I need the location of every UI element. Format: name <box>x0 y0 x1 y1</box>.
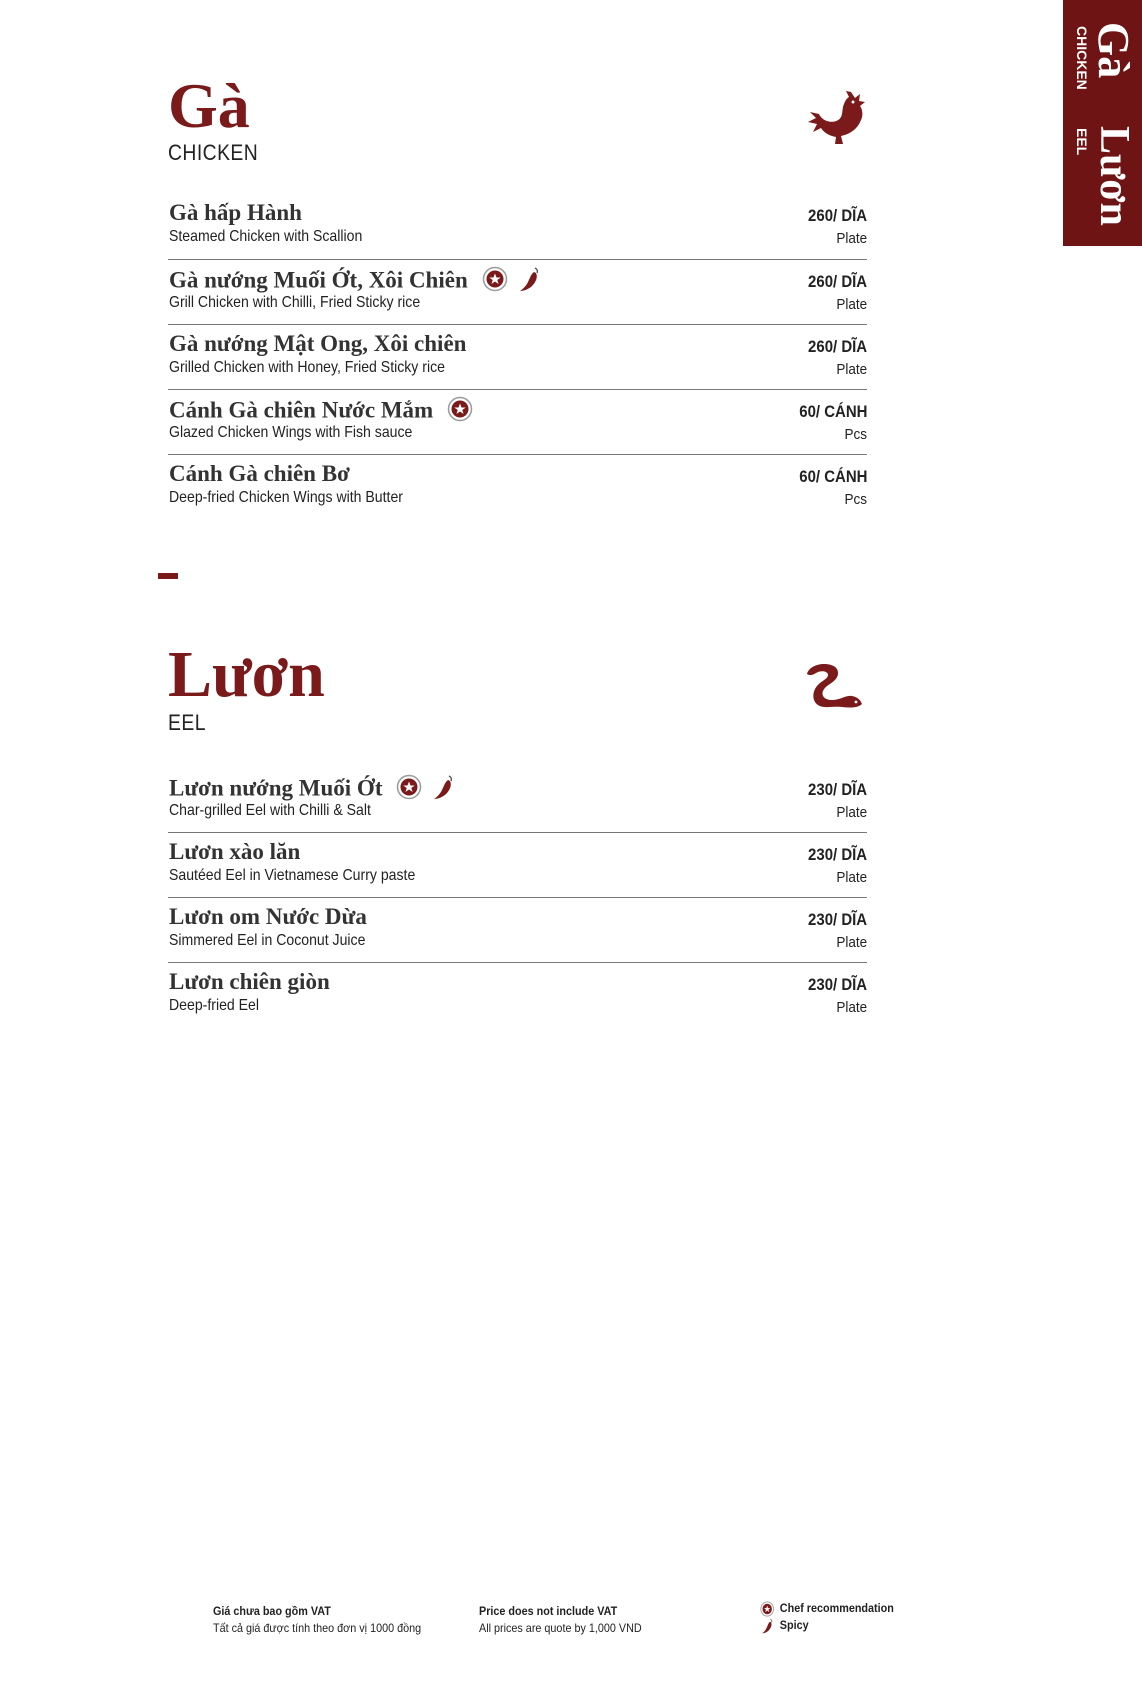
footer-legend <box>760 1600 894 1634</box>
item-description: Char-grilled Eel with Chilli & Salt <box>169 802 371 819</box>
item-price: 60/ CÁNH <box>798 467 867 486</box>
menu-item <box>168 768 867 833</box>
item-description: Deep-fried Chicken Wings with Butter <box>169 489 403 506</box>
tab-ga-label: Gà <box>1089 22 1138 79</box>
item-badges <box>482 266 544 298</box>
menu-item <box>168 455 867 519</box>
item-unit: Pcs <box>844 491 867 508</box>
chef-recommendation-icon <box>760 1601 774 1617</box>
item-price: 230/ DĨA <box>807 845 867 864</box>
section-title: Gà <box>168 70 250 141</box>
item-unit: Plate <box>836 934 867 951</box>
legend-chef-label: Chef recommendation <box>779 1601 894 1615</box>
footer-vat-english <box>479 1603 642 1637</box>
item-unit: Plate <box>836 230 867 247</box>
item-unit: Plate <box>836 361 867 378</box>
menu-item <box>168 898 867 963</box>
item-name: Lươn nướng Muối Ớt <box>169 774 458 806</box>
spicy-chili-icon <box>760 1618 774 1634</box>
menu-item <box>168 325 867 390</box>
menu-item <box>168 833 867 898</box>
item-description: Sautéed Eel in Vietnamese Curry paste <box>169 867 416 884</box>
item-description: Grilled Chicken with Honey, Fried Sticky rice <box>169 359 445 376</box>
spicy-chili-icon <box>518 266 540 298</box>
item-description: Simmered Eel in Coconut Juice <box>169 932 366 949</box>
rooster-icon <box>801 88 867 154</box>
item-name: Lươn om Nước Dừa <box>169 904 367 929</box>
item-name: Cánh Gà chiên Nước Mắm <box>169 396 477 428</box>
item-price: 260/ DĨA <box>807 206 867 225</box>
item-description: Glazed Chicken Wings with Fish sauce <box>169 424 413 441</box>
item-unit: Pcs <box>844 426 867 443</box>
item-unit: Plate <box>836 999 867 1016</box>
legend-spicy-label: Spicy <box>779 1618 809 1632</box>
item-description: Steamed Chicken with Scallion <box>169 228 363 245</box>
section-title: Lươn <box>168 638 325 711</box>
eel-section <box>168 638 867 1042</box>
item-description: Grill Chicken with Chilli, Fried Sticky rice <box>169 294 421 311</box>
item-price: 60/ CÁNH <box>798 402 867 421</box>
tab-chicken-label: CHICKEN <box>1074 26 1090 90</box>
section-subtitle: CHICKEN <box>168 140 259 165</box>
item-badges <box>447 396 477 428</box>
footer-vat-vietnamese <box>213 1603 421 1637</box>
item-name: Lươn xào lăn <box>169 839 301 864</box>
chef-recommendation-icon <box>396 774 422 806</box>
item-unit: Plate <box>836 296 867 313</box>
menu-item <box>168 390 867 455</box>
section-side-tab <box>1063 0 1142 246</box>
section-subtitle: EEL <box>168 710 206 735</box>
item-description: Deep-fried Eel <box>169 997 260 1014</box>
eel-icon <box>801 660 867 720</box>
chef-recommendation-icon <box>482 266 508 298</box>
item-price: 260/ DĨA <box>807 337 867 356</box>
legend-chef <box>760 1600 894 1617</box>
item-name: Lươn chiên giòn <box>169 969 330 994</box>
footer-text: Giá chưa bao gồm VAT <box>213 1604 331 1618</box>
footer-text: Price does not include VAT <box>479 1604 618 1618</box>
tab-eel-label: EEL <box>1074 128 1090 156</box>
item-name: Cánh Gà chiên Bơ <box>169 461 350 486</box>
item-price: 230/ DĨA <box>807 910 867 929</box>
eel-item-list <box>168 768 867 1027</box>
item-price: 260/ DĨA <box>807 272 867 291</box>
footer-text: Tất cả giá được tính theo đơn vị 1000 đồng <box>213 1621 422 1635</box>
item-badges <box>396 774 458 806</box>
legend-spicy <box>760 1617 894 1634</box>
item-name: Gà nướng Mật Ong, Xôi chiên <box>169 331 467 356</box>
menu-item <box>168 260 867 325</box>
item-name: Gà nướng Muối Ớt, Xôi Chiên <box>169 266 544 298</box>
section-divider <box>158 573 178 579</box>
item-unit: Plate <box>836 869 867 886</box>
menu-item <box>168 194 867 260</box>
chef-recommendation-icon <box>447 396 473 428</box>
footer-text: All prices are quote by 1,000 VND <box>479 1621 642 1635</box>
spicy-chili-icon <box>432 774 454 806</box>
item-name: Gà hấp Hành <box>169 200 302 225</box>
item-price: 230/ DĨA <box>807 975 867 994</box>
tab-luon-label: Lươn <box>1091 126 1137 226</box>
item-unit: Plate <box>836 804 867 821</box>
menu-item <box>168 963 867 1027</box>
chicken-section <box>168 70 867 514</box>
item-price: 230/ DĨA <box>807 780 867 799</box>
chicken-item-list <box>168 194 867 519</box>
